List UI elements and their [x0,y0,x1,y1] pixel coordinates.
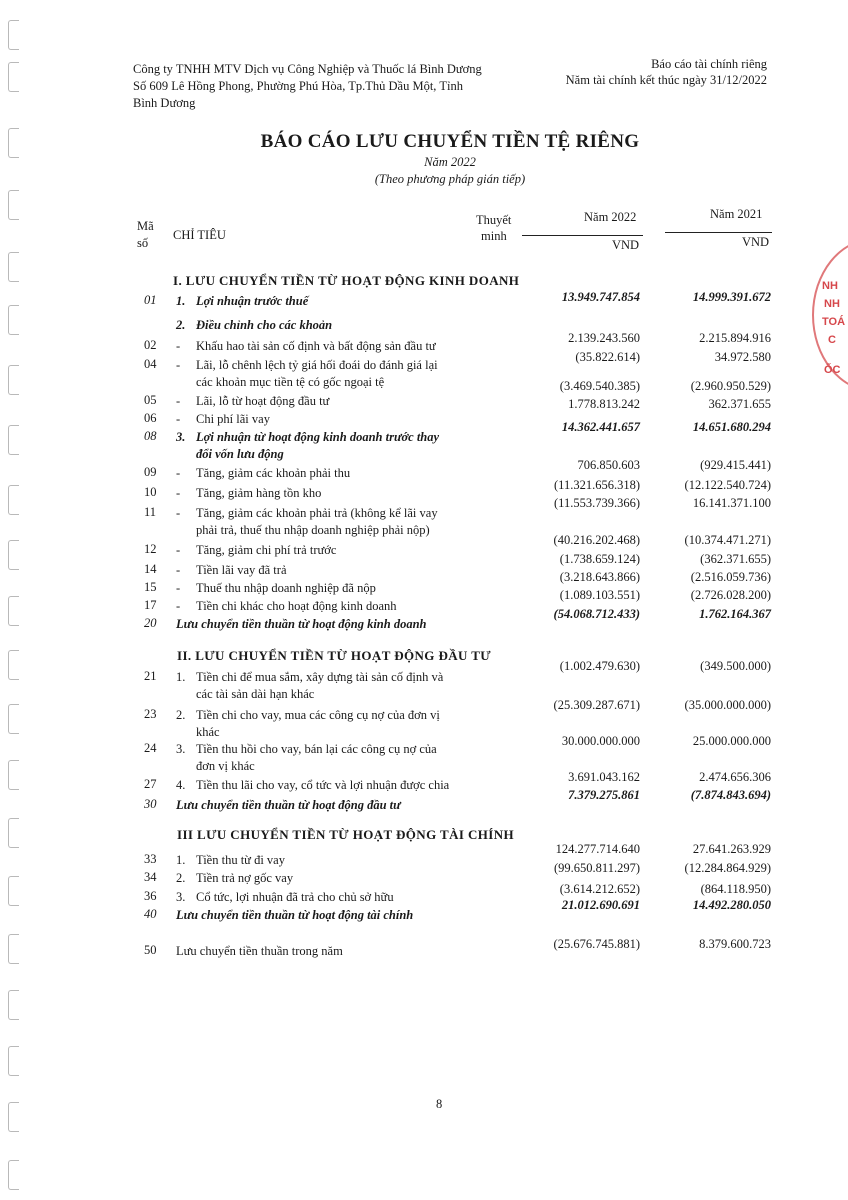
company-address-line2: Bình Dương [133,96,196,110]
report-method: (Theo phương pháp gián tiếp) [374,172,526,186]
row-marker: 3. [176,742,186,756]
row-code: 15 [144,580,157,594]
row-code: 33 [144,852,157,866]
row-value-2021: (362.371.655) [700,552,771,566]
row-value-2021: (7.874.843.694) [690,788,771,802]
row-code: 04 [144,357,157,371]
row-marker: 1. [176,670,186,684]
binding-hole [8,1160,19,1190]
row-marker: 2. [176,871,186,885]
row-marker: - [176,543,181,557]
row-label: Tiền chi khác cho hoạt động kinh doanh [196,599,397,613]
row-marker: 2. [176,318,186,332]
row-label: Chi phí lãi vay [196,412,270,426]
col-2021-header: Năm 2021 [710,207,763,221]
row-value-2022: (25.309.287.671) [553,698,640,712]
row-label: Lợi nhuận trước thuế [196,294,309,308]
row-value-2022: 14.362.441.657 [561,420,640,434]
row-label-cont: phải trả, thuế thu nhập doanh nghiệp phải nộp) [196,523,430,537]
col-2021-rule [665,232,772,233]
section-heading: I. LƯU CHUYỂN TIỀN TỪ HOẠT ĐỘNG KINH DOANH [173,273,520,288]
company-seal-stamp [812,236,848,396]
row-code: 05 [144,393,157,407]
binding-hole [8,20,19,50]
row-label-cont: các tài sản dài hạn khác [196,687,315,701]
row-code: 27 [144,777,157,791]
row-value-2022: 21.012.690.691 [561,898,640,912]
row-value-2022: (99.650.811.297) [554,861,640,875]
col-note-header: Thuyết [476,213,512,227]
row-value-2022: 13.949.747.854 [561,290,640,304]
row-label: Tiền trả nợ gốc vay [196,871,294,885]
row-label: Lưu chuyển tiền thuần từ hoạt động đầu tư [176,798,401,812]
row-value-2021: (12.284.864.929) [684,861,771,875]
row-value-2022: (54.068.712.433) [553,607,640,621]
col-2022-unit: VND [612,238,640,252]
stamp-text: C [828,334,836,346]
row-label-cont: các khoản mục tiền tệ có gốc ngoại tệ [196,375,385,389]
binding-hole [8,62,19,92]
row-value-2021: (12.122.540.724) [684,478,771,492]
report-type: Báo cáo tài chính riêng [651,57,767,71]
row-value-2022: 706.850.603 [577,458,640,472]
row-value-2022: (1.089.103.551) [559,588,640,602]
row-code: 12 [144,542,157,556]
row-value-2022: 1.778.813.242 [568,397,640,411]
row-value-2021: (349.500.000) [700,659,771,673]
row-marker: - [176,394,181,408]
binding-hole [8,934,19,964]
row-value-2021: 14.999.391.672 [692,290,771,304]
row-code: 20 [144,616,157,630]
row-code: 11 [144,505,157,519]
row-label: Tiền lãi vay đã trả [196,563,287,577]
row-label: Tăng, giảm hàng tồn kho [196,486,322,500]
row-marker: - [176,563,181,577]
row-label: Lưu chuyển tiền thuần từ hoạt động tài chính [176,908,414,922]
row-code: 14 [144,562,157,576]
row-code: 40 [144,907,157,921]
row-label: Tăng, giảm chi phí trả trước [196,543,337,557]
row-label: Lưu chuyển tiền thuần từ hoạt động kinh doanh [176,617,427,631]
row-label: Lãi, lỗ từ hoạt động đầu tư [196,394,330,408]
row-label: Thuế thu nhập doanh nghiệp đã nộp [196,581,376,595]
row-marker: 1. [176,853,186,867]
row-value-2022: (1.002.479.630) [559,659,640,673]
row-label: Tiền thu lãi cho vay, cổ tức và lợi nhuận được chia [196,778,450,792]
row-value-2021: (2.516.059.736) [690,570,771,584]
row-label: Tiền thu hồi cho vay, bán lại các công cụ nợ của [196,742,437,756]
row-label: Tăng, giảm các khoản phải trả (không kể lãi vay [196,506,438,520]
binding-hole [8,190,19,220]
row-code: 01 [144,293,157,307]
row-marker: 1. [176,294,186,308]
row-label: Tiền chi để mua sắm, xây dựng tài sản cố định và [196,670,444,684]
row-code: 36 [144,889,157,903]
binding-hole [8,540,19,570]
row-marker: 2. [176,708,186,722]
row-label: Khấu hao tài sản cố định và bất động sản đầu tư [196,339,436,353]
row-marker: - [176,486,181,500]
row-code: 34 [144,870,157,884]
col-2022-rule [522,235,643,236]
section-heading: II. LƯU CHUYỂN TIỀN TỪ HOẠT ĐỘNG ĐẦU TƯ [177,648,492,663]
row-value-2021: 8.379.600.723 [699,937,771,951]
binding-hole [8,650,19,680]
row-label-cont: đổi vốn lưu động [196,447,284,461]
row-marker: - [176,358,181,372]
row-value-2022: (1.738.659.124) [559,552,640,566]
row-value-2022: 3.691.043.162 [568,770,640,784]
row-code: 30 [144,797,157,811]
row-marker: 3. [176,890,186,904]
row-code: 02 [144,338,157,352]
binding-hole [8,1046,19,1076]
row-code: 50 [144,943,157,957]
row-value-2021: 16.141.371.100 [692,496,771,510]
binding-hole [8,876,19,906]
stamp-text: TOÁ [822,316,846,328]
row-value-2022: 124.277.714.640 [555,842,640,856]
row-value-2021: 2.215.894.916 [699,331,771,345]
row-value-2021: (35.000.000.000) [684,698,771,712]
row-value-2022: (3.614.212.652) [559,882,640,896]
row-value-2021: 1.762.164.367 [699,607,771,621]
stamp-text: NH [824,298,840,310]
row-label: Tiền chi cho vay, mua các công cụ nợ của đơn vị [196,708,440,722]
report-year: Năm 2022 [424,155,476,169]
row-value-2022: (11.553.739.366) [554,496,640,510]
binding-hole [8,252,19,282]
binding-hole [8,425,19,455]
row-label: Điều chỉnh cho các khoản [196,318,333,332]
row-marker: 4. [176,778,186,792]
section-heading: III LƯU CHUYỂN TIỀN TỪ HOẠT ĐỘNG TÀI CHÍNH [177,827,515,842]
binding-hole [8,485,19,515]
row-marker: 3. [176,430,186,444]
row-marker: - [176,412,181,426]
col-note-header-line2: minh [481,229,507,243]
row-label: Tiền thu từ đi vay [196,853,285,867]
row-code: 21 [144,669,157,683]
row-label: Lãi, lỗ chênh lệch tỷ giá hối đoái do đánh giá lại [196,358,438,372]
row-code: 17 [144,598,157,612]
row-marker: - [176,581,181,595]
col-item-header: CHỈ TIÊU [173,228,226,242]
row-marker: - [176,466,181,480]
row-value-2021: (10.374.471.271) [684,533,771,547]
row-code: 09 [144,465,157,479]
row-value-2021: (929.415.441) [700,458,771,472]
row-code: 06 [144,411,157,425]
row-label-cont: khác [196,725,220,739]
row-code: 10 [144,485,157,499]
row-label: Lợi nhuận từ hoạt động kinh doanh trước thay [196,430,440,444]
row-code: 23 [144,707,157,721]
stamp-text: ỐC [824,364,841,376]
row-value-2022: (3.469.540.385) [559,379,640,393]
row-marker: - [176,599,181,613]
row-value-2022: 30.000.000.000 [561,734,640,748]
row-value-2022: (40.216.202.468) [553,533,640,547]
row-value-2022: (35.822.614) [575,350,640,364]
row-value-2022: 7.379.275.861 [568,788,640,802]
row-value-2022: (11.321.656.318) [554,478,640,492]
binding-hole [8,704,19,734]
row-value-2021: (2.960.950.529) [690,379,771,393]
row-code: 24 [144,741,157,755]
col-code-header: Mã [137,219,154,233]
row-value-2021: 14.651.680.294 [692,420,771,434]
col-2022-header: Năm 2022 [584,210,637,224]
col-code-header-line2: số [137,236,149,250]
binding-hole [8,818,19,848]
binding-hole [8,990,19,1020]
col-2021-unit: VND [742,235,770,249]
page-number: 8 [436,1097,443,1111]
row-marker: - [176,339,181,353]
row-label: Tăng, giảm các khoản phải thu [196,466,351,480]
row-value-2021: 362.371.655 [708,397,771,411]
row-value-2022: (3.218.643.866) [559,570,640,584]
binding-hole [8,760,19,790]
row-value-2022: 2.139.243.560 [568,331,640,345]
company-address: Số 609 Lê Hồng Phong, Phường Phú Hòa, Tp.Thủ Dầu Một, Tỉnh [133,79,463,93]
row-value-2021: 14.492.280.050 [692,898,771,912]
row-label: Lưu chuyển tiền thuần trong năm [176,944,343,958]
row-value-2021: (2.726.028.200) [690,588,771,602]
row-value-2021: 34.972.580 [714,350,771,364]
row-value-2021: 2.474.656.306 [699,770,771,784]
company-name: Công ty TNHH MTV Dịch vụ Công Nghiệp và Thuốc lá Bình Dương [133,62,482,76]
binding-hole [8,305,19,335]
stamp-text: NH [822,280,838,292]
row-value-2021: 25.000.000.000 [692,734,771,748]
row-value-2022: (25.676.745.881) [553,937,640,951]
binding-hole [8,365,19,395]
row-code: 08 [144,429,157,443]
row-value-2021: (864.118.950) [700,882,771,896]
row-label: Cổ tức, lợi nhuận đã trả cho chủ sở hữu [196,890,394,904]
report-title: BÁO CÁO LƯU CHUYỂN TIỀN TỆ RIÊNG [260,131,640,152]
row-marker: - [176,506,181,520]
fiscal-year: Năm tài chính kết thúc ngày 31/12/2022 [565,73,767,87]
binding-hole [8,1102,19,1132]
row-value-2021: 27.641.263.929 [692,842,771,856]
binding-hole [8,596,19,626]
row-label-cont: đơn vị khác [196,759,255,773]
